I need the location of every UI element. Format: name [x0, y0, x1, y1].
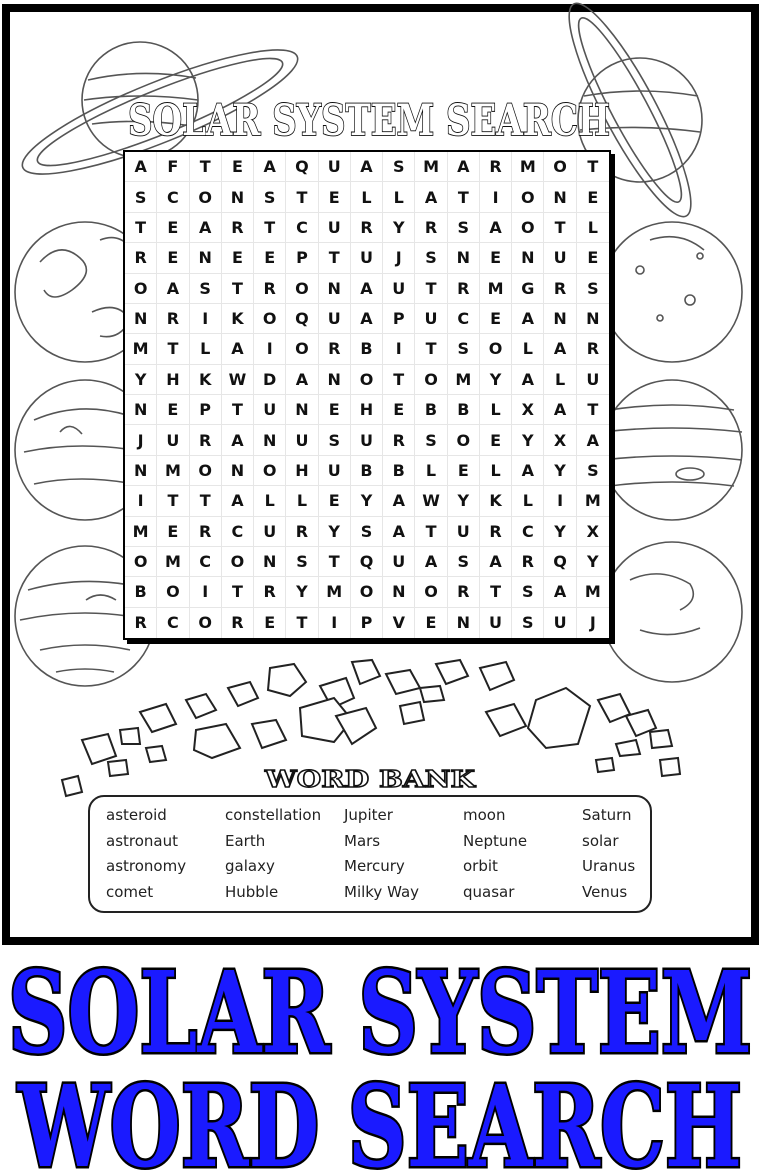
word-bank-column [344, 803, 463, 911]
grid-letter[interactable]: N [286, 395, 318, 425]
grid-letter[interactable]: E [480, 304, 512, 334]
grid-letter[interactable]: L [544, 365, 576, 395]
grid-letter[interactable]: O [157, 577, 189, 607]
grid-letter[interactable]: L [190, 334, 222, 364]
grid-letter[interactable]: J [589, 613, 596, 633]
grid-letter[interactable]: S [319, 425, 351, 455]
grid-letter[interactable]: A [577, 425, 609, 455]
grid-letter[interactable]: M [448, 365, 480, 395]
word-bank-title [255, 762, 485, 792]
grid-letter[interactable]: R [222, 608, 254, 638]
letter-grid [123, 150, 611, 640]
grid-letter[interactable]: B [351, 334, 383, 364]
grid-letter[interactable]: Y [286, 577, 318, 607]
word-bank-word: Venus [582, 882, 628, 901]
grid-letter[interactable]: E [415, 608, 447, 638]
grid-letter[interactable]: M [577, 577, 609, 607]
grid-letter[interactable]: T [577, 395, 609, 425]
grid-letter[interactable]: N [448, 608, 480, 638]
grid-letter[interactable]: U [480, 608, 512, 638]
grid-letter[interactable]: U [319, 213, 351, 243]
word-bank-word: asteroid [106, 806, 167, 824]
grid-letter[interactable]: T [480, 577, 512, 607]
grid-letter[interactable]: N [512, 243, 544, 273]
word-bank-column [463, 803, 582, 911]
grid-letter[interactable]: E [222, 243, 254, 273]
grid-letter[interactable]: R [190, 517, 222, 547]
grid-letter[interactable]: I [190, 577, 222, 607]
grid-letter[interactable]: C [157, 182, 189, 212]
grid-letter[interactable]: X [512, 395, 544, 425]
grid-letter[interactable]: I [125, 486, 157, 516]
grid-letter[interactable]: N [254, 547, 286, 577]
word-bank-column [225, 803, 344, 911]
grid-letter[interactable]: Q [286, 304, 318, 334]
grid-letter[interactable]: P [351, 608, 383, 638]
grid-letter[interactable]: M [577, 486, 609, 516]
grid-letter[interactable]: T [157, 486, 189, 516]
grid-letter[interactable]: O [254, 304, 286, 334]
grid-letter[interactable]: R [512, 547, 544, 577]
grid-letter[interactable]: O [544, 152, 576, 182]
grid-letter[interactable]: W [415, 486, 447, 516]
word-bank-word: Neptune [463, 831, 528, 850]
grid-letter[interactable]: C [190, 547, 222, 577]
grid-letter[interactable]: O [190, 456, 222, 486]
grid-letter[interactable]: T [190, 486, 222, 516]
grid-letter[interactable]: L [577, 213, 609, 243]
grid-letter[interactable]: M [415, 152, 447, 182]
grid-letter[interactable]: P [286, 243, 318, 273]
grid-letter[interactable]: U [319, 304, 351, 334]
word-bank-word: Earth [225, 831, 266, 850]
grid-letter[interactable]: X [544, 425, 576, 455]
banner-title [0, 948, 761, 1176]
grid-letter[interactable]: R [480, 152, 512, 182]
grid-letter[interactable]: O [125, 274, 157, 304]
grid-letter[interactable]: E [254, 608, 286, 638]
grid-letter[interactable]: R [286, 517, 318, 547]
grid-letter[interactable]: C [512, 517, 544, 547]
grid-letter[interactable]: U [415, 304, 447, 334]
grid-letter[interactable]: U [254, 395, 286, 425]
grid-letter[interactable]: S [577, 456, 609, 486]
grid-letter[interactable]: O [415, 577, 447, 607]
grid-letter[interactable]: Y [544, 456, 576, 486]
grid-letter[interactable]: T [383, 365, 415, 395]
grid-letter[interactable]: R [415, 213, 447, 243]
grid-letter[interactable]: R [351, 213, 383, 243]
grid-letter[interactable]: M [125, 517, 157, 547]
grid-letter[interactable]: E [577, 243, 609, 273]
grid-letter[interactable]: E [480, 425, 512, 455]
grid-letter[interactable]: G [512, 274, 544, 304]
grid-letter[interactable]: T [222, 395, 254, 425]
grid-letter[interactable]: O [448, 425, 480, 455]
grid-letter[interactable]: U [157, 425, 189, 455]
grid-letter[interactable]: U [383, 274, 415, 304]
grid-letter[interactable]: N [125, 395, 157, 425]
grid-letter[interactable]: Q [351, 547, 383, 577]
grid-letter[interactable]: S [383, 152, 415, 182]
grid-letter[interactable]: A [512, 365, 544, 395]
grid-letter[interactable]: N [383, 577, 415, 607]
grid-letter[interactable]: E [577, 182, 609, 212]
grid-letter[interactable]: E [319, 182, 351, 212]
grid-letter[interactable]: E [319, 486, 351, 516]
grid-letter[interactable]: S [448, 547, 480, 577]
grid-letter[interactable]: O [254, 456, 286, 486]
svg-text:WORD BANK: WORD BANK [263, 766, 477, 793]
grid-letter[interactable]: L [512, 486, 544, 516]
jupiter-planet-icon [602, 380, 742, 520]
grid-letter[interactable]: U [448, 517, 480, 547]
grid-letter[interactable]: E [383, 395, 415, 425]
grid-letter[interactable]: H [286, 456, 318, 486]
grid-letter[interactable]: L [286, 486, 318, 516]
grid-letter[interactable]: O [286, 334, 318, 364]
grid-letter[interactable]: E [480, 243, 512, 273]
grid-letter[interactable]: S [254, 182, 286, 212]
grid-letter[interactable]: I [383, 334, 415, 364]
grid-letter[interactable]: U [577, 365, 609, 395]
grid-letter[interactable]: B [415, 395, 447, 425]
grid-letter[interactable]: A [125, 152, 157, 182]
grid-letter[interactable]: I [544, 486, 576, 516]
grid-letter[interactable]: A [415, 547, 447, 577]
grid-letter[interactable]: H [157, 365, 189, 395]
grid-letter[interactable]: I [480, 182, 512, 212]
grid-letter[interactable]: A [351, 304, 383, 334]
grid-letter[interactable]: E [157, 243, 189, 273]
grid-letter[interactable]: S [577, 274, 609, 304]
grid-letter[interactable]: S [512, 577, 544, 607]
grid-letter[interactable]: N [222, 182, 254, 212]
grid-letter[interactable]: M [512, 152, 544, 182]
grid-letter[interactable]: A [286, 365, 318, 395]
grid-letter[interactable]: L [512, 334, 544, 364]
grid-letter[interactable]: U [254, 517, 286, 547]
grid-letter[interactable]: R [254, 274, 286, 304]
grid-letter[interactable]: T [125, 213, 157, 243]
grid-letter[interactable]: O [512, 182, 544, 212]
word-bank-word: orbit [463, 857, 498, 875]
grid-letter[interactable]: E [254, 243, 286, 273]
grid-letter[interactable]: U [319, 152, 351, 182]
grid-letter[interactable]: I [190, 304, 222, 334]
grid-letter[interactable]: E [157, 395, 189, 425]
grid-letter[interactable]: S [125, 182, 157, 212]
word-bank-word: moon [463, 806, 506, 824]
grid-letter[interactable]: D [254, 365, 286, 395]
grid-letter[interactable]: A [448, 152, 480, 182]
grid-letter[interactable]: A [544, 334, 576, 364]
word-bank-word: Uranus [582, 857, 636, 875]
grid-letter[interactable]: B [448, 395, 480, 425]
word-bank-word: galaxy [225, 857, 275, 875]
grid-letter[interactable]: O [190, 608, 222, 638]
grid-letter[interactable]: C [448, 304, 480, 334]
word-bank-word: constellation [225, 806, 322, 824]
grid-letter[interactable]: C [222, 517, 254, 547]
grid-letter[interactable]: L [383, 182, 415, 212]
grid-letter[interactable]: T [222, 577, 254, 607]
grid-letter[interactable]: Q [286, 152, 318, 182]
word-bank-word: Mercury [344, 857, 405, 875]
grid-letter[interactable]: M [157, 547, 189, 577]
grid-letter[interactable]: T [415, 274, 447, 304]
grid-letter[interactable]: L [254, 486, 286, 516]
grid-letter[interactable]: U [544, 243, 576, 273]
grid-letter[interactable]: C [286, 213, 318, 243]
grid-letter[interactable]: M [125, 334, 157, 364]
grid-letter[interactable]: T [254, 213, 286, 243]
grid-letter[interactable]: L [480, 456, 512, 486]
grid-letter[interactable]: Y [448, 486, 480, 516]
grid-letter[interactable]: U [383, 547, 415, 577]
grid-letter[interactable]: S [512, 608, 544, 638]
grid-letter[interactable]: A [351, 274, 383, 304]
grid-letter[interactable]: R [544, 274, 576, 304]
word-bank-column [106, 803, 225, 911]
grid-letter[interactable]: N [319, 274, 351, 304]
grid-letter[interactable]: A [254, 152, 286, 182]
grid-letter[interactable]: K [190, 365, 222, 395]
grid-letter[interactable]: O [351, 577, 383, 607]
word-bank-word: comet [106, 882, 154, 901]
grid-letter[interactable]: L [415, 456, 447, 486]
grid-letter[interactable]: R [577, 334, 609, 364]
grid-letter[interactable]: N [448, 243, 480, 273]
grid-letter[interactable]: T [222, 274, 254, 304]
grid-letter[interactable]: B [351, 456, 383, 486]
word-bank-word: quasar [463, 882, 515, 901]
grid-letter[interactable]: N [254, 425, 286, 455]
grid-letter[interactable]: S [415, 425, 447, 455]
grid-letter[interactable]: I [254, 334, 286, 364]
grid-letter[interactable]: O [480, 334, 512, 364]
word-bank [88, 795, 652, 913]
puzzle-title [123, 88, 615, 146]
grid-letter[interactable]: Y [319, 517, 351, 547]
grid-letter[interactable]: Q [544, 547, 576, 577]
grid-letter[interactable]: R [157, 304, 189, 334]
grid-letter[interactable]: A [512, 304, 544, 334]
grid-letter[interactable]: R [319, 334, 351, 364]
grid-letter[interactable]: A [222, 334, 254, 364]
grid-letter[interactable]: M [157, 456, 189, 486]
grid-letter[interactable]: O [222, 547, 254, 577]
grid-letter[interactable]: M [480, 274, 512, 304]
grid-letter[interactable]: U [351, 243, 383, 273]
grid-letter[interactable]: U [351, 425, 383, 455]
grid-letter[interactable]: N [125, 456, 157, 486]
grid-letter[interactable]: A [415, 182, 447, 212]
grid-letter[interactable]: E [157, 213, 189, 243]
grid-letter[interactable]: J [383, 243, 415, 273]
grid-letter[interactable]: Y [544, 517, 576, 547]
grid-letter[interactable]: S [351, 517, 383, 547]
grid-letter[interactable]: O [512, 213, 544, 243]
word-bank-word: Hubble [225, 882, 279, 901]
grid-letter[interactable]: S [286, 547, 318, 577]
grid-letter[interactable]: Y [125, 365, 157, 395]
grid-letter[interactable]: I [319, 608, 351, 638]
grid-letter[interactable]: A [222, 425, 254, 455]
grid-letter[interactable]: A [351, 152, 383, 182]
grid-letter[interactable]: E [157, 517, 189, 547]
grid-letter[interactable]: Y [577, 547, 609, 577]
svg-text:SOLAR SYSTEM SEARCH: SOLAR SYSTEM SEARCH [128, 96, 610, 146]
grid-letter[interactable]: T [448, 182, 480, 212]
grid-letter[interactable]: R [125, 243, 157, 273]
grid-letter[interactable]: N [577, 304, 609, 334]
grid-letter[interactable]: O [125, 547, 157, 577]
grid-letter[interactable]: P [190, 395, 222, 425]
grid-letter[interactable]: T [577, 152, 609, 182]
grid-letter[interactable]: R [383, 425, 415, 455]
grid-letter[interactable]: H [351, 395, 383, 425]
grid-letter[interactable]: S [448, 334, 480, 364]
grid-letter[interactable]: R [480, 517, 512, 547]
grid-letter[interactable]: A [157, 274, 189, 304]
moon-planet-icon [602, 222, 742, 362]
grid-letter[interactable]: K [480, 486, 512, 516]
grid-letter[interactable]: Y [480, 365, 512, 395]
grid-letter[interactable]: T [190, 152, 222, 182]
grid-letter[interactable]: A [544, 395, 576, 425]
grid-letter[interactable]: W [222, 365, 254, 395]
grid-letter[interactable]: N [190, 243, 222, 273]
grid-letter[interactable]: S [190, 274, 222, 304]
mars-planet-icon [602, 542, 742, 682]
grid-letter[interactable]: X [577, 517, 609, 547]
grid-letter[interactable]: V [383, 608, 415, 638]
grid-letter[interactable]: A [512, 456, 544, 486]
grid-letter[interactable]: O [415, 365, 447, 395]
grid-letter[interactable]: Y [351, 486, 383, 516]
word-bank-word: solar [582, 831, 619, 850]
grid-letter[interactable]: A [544, 577, 576, 607]
word-bank-column [582, 803, 650, 911]
grid-letter[interactable]: A [190, 213, 222, 243]
grid-letter[interactable]: A [222, 486, 254, 516]
grid-letter[interactable]: S [448, 213, 480, 243]
grid-letter[interactable]: R [254, 577, 286, 607]
grid-letter[interactable]: B [383, 456, 415, 486]
grid-letter[interactable]: U [319, 456, 351, 486]
grid-letter[interactable]: O [351, 365, 383, 395]
grid-letter[interactable]: M [319, 577, 351, 607]
grid-letter[interactable]: T [415, 517, 447, 547]
word-bank-word: Saturn [582, 806, 632, 824]
grid-letter[interactable]: E [448, 456, 480, 486]
word-bank-word: Jupiter [344, 806, 393, 824]
grid-letter[interactable]: R [190, 425, 222, 455]
grid-letter[interactable]: A [480, 213, 512, 243]
grid-letter[interactable]: T [319, 243, 351, 273]
grid-letter[interactable]: S [415, 243, 447, 273]
grid-letter[interactable]: L [351, 182, 383, 212]
grid-letter[interactable]: F [157, 152, 189, 182]
grid-letter[interactable]: B [125, 577, 157, 607]
grid-letter[interactable]: L [480, 395, 512, 425]
grid-letter[interactable]: R [125, 608, 157, 638]
grid-letter[interactable]: P [383, 304, 415, 334]
banner-line-2: WORD SEARCH [17, 1062, 743, 1176]
grid-letter[interactable]: J [125, 425, 157, 455]
grid-letter[interactable]: N [319, 365, 351, 395]
grid-letter[interactable]: A [383, 486, 415, 516]
grid-letter[interactable]: T [415, 334, 447, 364]
word-bank-word: Mars [344, 831, 381, 850]
grid-letter[interactable]: K [222, 304, 254, 334]
grid-letter[interactable]: A [480, 547, 512, 577]
grid-letter[interactable]: O [286, 274, 318, 304]
grid-letter[interactable]: O [190, 182, 222, 212]
grid-letter[interactable]: N [544, 304, 576, 334]
grid-letter[interactable]: C [157, 608, 189, 638]
grid-letter[interactable]: R [448, 577, 480, 607]
grid-letter[interactable]: T [286, 182, 318, 212]
grid-letter[interactable]: A [383, 517, 415, 547]
grid-letter[interactable]: N [222, 456, 254, 486]
grid-letter[interactable]: E [319, 395, 351, 425]
grid-letter[interactable]: U [286, 425, 318, 455]
grid-letter[interactable]: T [319, 547, 351, 577]
grid-letter[interactable]: R [222, 213, 254, 243]
grid-letter[interactable]: N [544, 182, 576, 212]
grid-letter[interactable]: T [286, 608, 318, 638]
grid-letter[interactable]: U [544, 608, 576, 638]
grid-letter[interactable]: R [448, 274, 480, 304]
grid-letter[interactable]: Y [383, 213, 415, 243]
word-bank-word: astronomy [106, 857, 187, 875]
word-bank-word: Milky Way [344, 882, 420, 901]
banner-line-1: SOLAR SYSTEM [8, 948, 752, 1079]
grid-letter[interactable]: N [125, 304, 157, 334]
grid-letter[interactable]: T [544, 213, 576, 243]
word-bank-word: astronaut [106, 831, 178, 850]
grid-letter[interactable]: E [222, 152, 254, 182]
grid-letter[interactable]: Y [512, 425, 544, 455]
grid-letter[interactable]: T [157, 334, 189, 364]
